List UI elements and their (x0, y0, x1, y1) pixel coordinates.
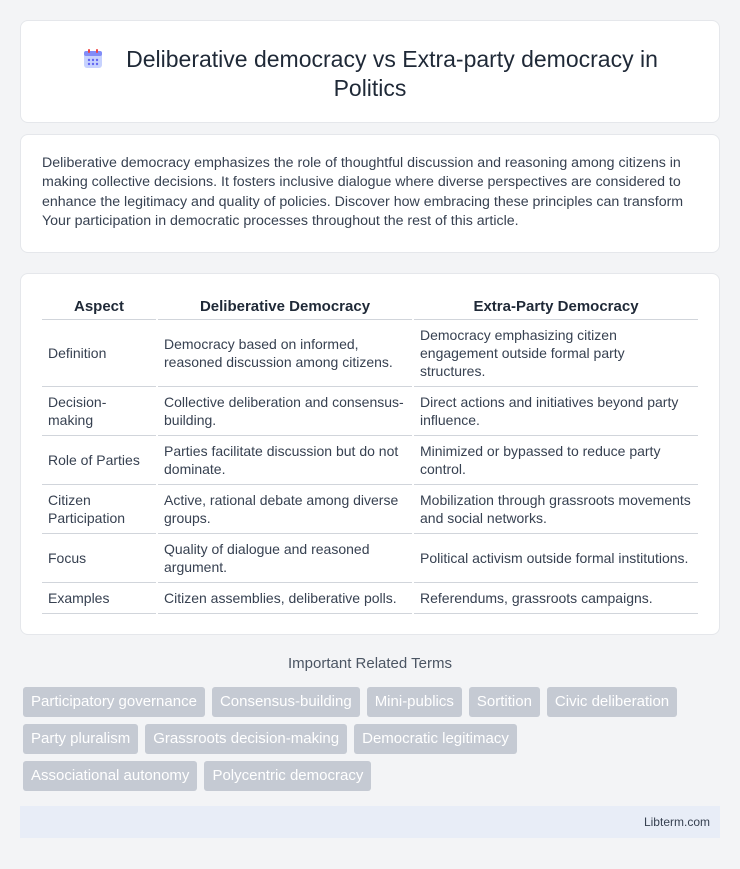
aspect-cell: Definition (42, 319, 157, 386)
tag-associational-autonomy[interactable]: Associational autonomy (23, 761, 197, 791)
header-deliberative: Deliberative Democracy (157, 295, 413, 319)
extra-party-cell: Democracy emphasizing citizen engagement outside formal party structures. (413, 319, 698, 386)
tag-democratic-legitimacy[interactable]: Democratic legitimacy (354, 724, 517, 754)
related-terms-list (23, 687, 723, 798)
page-title (21, 45, 719, 103)
calendar-icon (82, 48, 104, 70)
table-row (42, 386, 698, 435)
deliberative-cell: Collective deliberation and consensus-building. (157, 386, 413, 435)
tag-mini-publics[interactable]: Mini-publics (367, 687, 462, 717)
aspect-cell: Decision-making (42, 386, 157, 435)
footer (20, 806, 720, 838)
tag-row (23, 761, 723, 791)
extra-party-cell: Mobilization through grassroots movements and social networks. (413, 484, 698, 533)
deliberative-cell: Active, rational debate among diverse groups. (157, 484, 413, 533)
related-terms-title: Important Related Terms (288, 655, 452, 672)
footer-site-link[interactable]: Libterm.com (643, 815, 710, 829)
tag-participatory-governance[interactable]: Participatory governance (23, 687, 205, 717)
tag-party-pluralism[interactable]: Party pluralism (23, 724, 138, 754)
aspect-cell: Examples (42, 582, 157, 613)
table-row (42, 484, 698, 533)
aspect-cell: Focus (42, 533, 157, 582)
aspect-cell: Role of Parties (42, 435, 157, 484)
tag-sortition[interactable]: Sortition (469, 687, 540, 717)
tag-consensus-building[interactable]: Consensus-building (212, 687, 360, 717)
intro-paragraph: Deliberative democracy emphasizes the role of thoughtful discussion and reasoning among citizens in making collective decisions. It fosters inclusive dialogue where diverse perspectives are considered to enhance the legitimacy and quality of policies. Discover how embracing these principles can transform Your participation in democratic processes throughout the rest of this article. (42, 155, 684, 230)
deliberative-cell: Democracy based on informed, reasoned discussion among citizens. (157, 319, 413, 386)
extra-party-cell: Minimized or bypassed to reduce party control. (413, 435, 698, 484)
deliberative-cell: Quality of dialogue and reasoned argument. (157, 533, 413, 582)
tag-row (23, 687, 723, 717)
extra-party-cell: Referendums, grassroots campaigns. (413, 582, 698, 613)
comparison-card (20, 273, 720, 635)
tag-polycentric-democracy[interactable]: Polycentric democracy (204, 761, 371, 791)
header-aspect: Aspect (42, 295, 157, 319)
table-row (42, 319, 698, 386)
header-extra-party: Extra-Party Democracy (413, 295, 698, 319)
table-row (42, 533, 698, 582)
title-line-1: Deliberative democracy vs Extra-party democracy in (126, 46, 658, 72)
deliberative-cell: Citizen assemblies, deliberative polls. (157, 582, 413, 613)
tag-civic-deliberation[interactable]: Civic deliberation (547, 687, 677, 717)
extra-party-cell: Political activism outside formal institutions. (413, 533, 698, 582)
title-line-2: Politics (333, 75, 407, 101)
deliberative-cell: Parties facilitate discussion but do not dominate. (157, 435, 413, 484)
extra-party-cell: Direct actions and initiatives beyond party influence. (413, 386, 698, 435)
intro-card (20, 134, 720, 253)
table-header-row (42, 295, 698, 319)
table-row (42, 582, 698, 613)
aspect-cell: Citizen Participation (42, 484, 157, 533)
comparison-table (42, 295, 698, 614)
tag-grassroots-decision-making[interactable]: Grassroots decision-making (145, 724, 347, 754)
title-card (20, 20, 720, 123)
tag-row (23, 724, 723, 754)
table-row (42, 435, 698, 484)
